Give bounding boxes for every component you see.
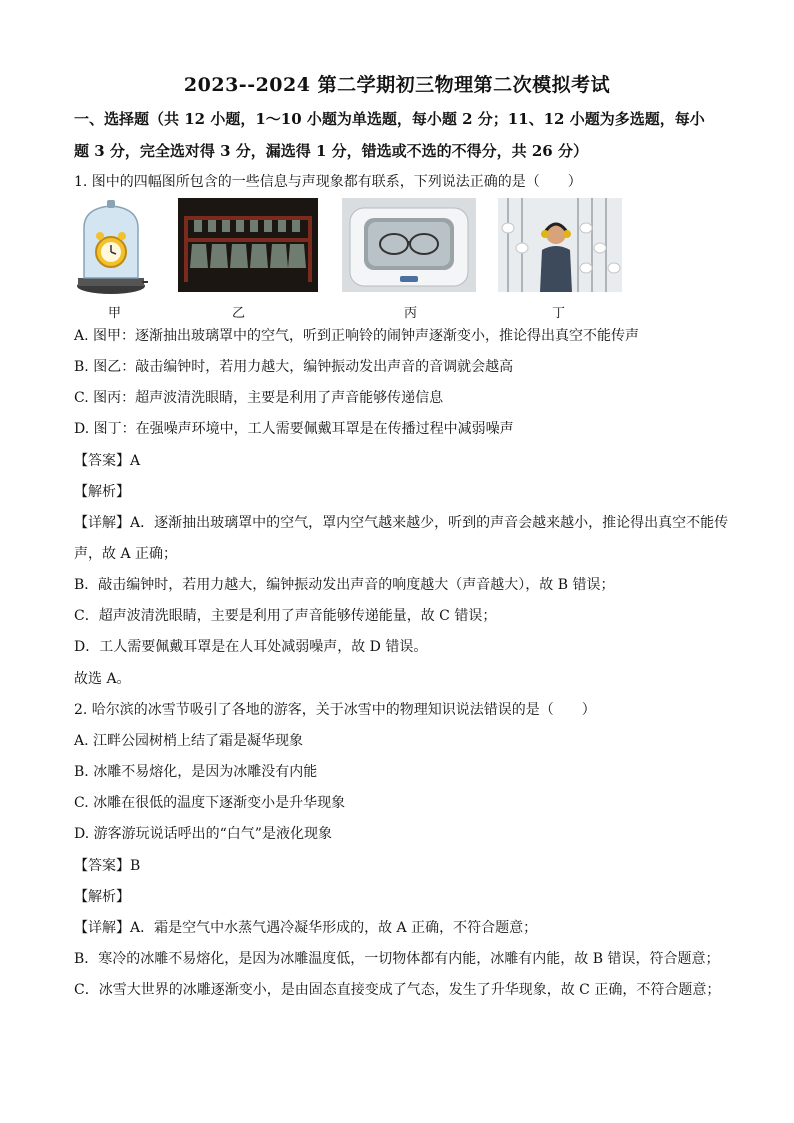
question-1-stem: 1. 图中的四幅图所包含的一些信息与声现象都有联系，下列说法正确的是（ ） [74, 174, 582, 190]
question-1-detail-line: 故选 A。 [74, 671, 131, 687]
question-1-option-c: C. 图丙：超声波清洗眼睛，主要是利用了声音能够传递信息 [74, 390, 444, 406]
question-2-answer: 【答案】B [74, 858, 141, 874]
question-1-option-d: D. 图丁：在强噪声环境中，工人需要佩戴耳罩是在传播过程中减弱噪声 [74, 421, 514, 437]
question-1-detail-line: D．工人需要佩戴耳罩是在人耳处减弱噪声，故 D 错误。 [74, 639, 428, 655]
question-2-option-c: C. 冰雕在很低的温度下逐渐变小是升华现象 [74, 795, 346, 811]
question-2-option-d: D. 游客游玩说话呼出的“白气”是液化现象 [74, 826, 332, 842]
figure-caption-jia: 甲 [108, 306, 122, 321]
figure-caption-bing: 丙 [404, 306, 418, 321]
factory-worker-figure [498, 198, 622, 292]
question-2-detail-line: C．冰雪大世界的冰雕逐渐变小，是由固态直接变成了气态，发生了升华现象，故 C 正确，不符合题意； [74, 982, 721, 998]
chime-bells-figure [178, 198, 318, 292]
question-1-detail-line: C．超声波清洗眼睛，主要是利用了声音能够传递能量，故 C 错误； [74, 608, 497, 624]
question-1-detail-line: B．敲击编钟时，若用力越大，编钟振动发出声音的响度越大（声音越大），故 B 错误； [74, 577, 615, 593]
question-2-analysis-label: 【解析】 [74, 889, 130, 905]
section-heading [74, 103, 724, 167]
question-1-answer: 【答案】A [74, 453, 141, 469]
figure-caption-ding: 丁 [552, 306, 566, 321]
section-heading-line-1: 一、选择题（共 12 小题，1～10 小题为单选题，每小题 2 分；11、12 小题为多选题，每小 [74, 110, 705, 128]
ultrasonic-cleaner-figure [342, 198, 476, 292]
section-heading-line-2: 题 3 分，完全选对得 3 分，漏选得 1 分，错选或不选的不得分，共 26 分） [74, 142, 588, 160]
page-title: 2023--2024 第二学期初三物理第二次模拟考试 [183, 74, 611, 96]
question-1-figures [74, 198, 634, 322]
question-1-analysis-label: 【解析】 [74, 484, 130, 500]
question-1-option-a: A. 图甲：逐渐抽出玻璃罩中的空气，听到正响铃的闹钟声逐渐变小，推论得出真空不能传声 [74, 328, 640, 344]
question-1-detail-line: 【详解】A．逐渐抽出玻璃罩中的空气，罩内空气越来越少，听到的声音会越来越小，推论得出真空不能传 [74, 515, 729, 531]
question-2-detail-line: B．寒冷的冰雕不易熔化，是因为冰雕温度低，一切物体都有内能，冰雕有内能，故 B 错误，符合题意； [74, 951, 720, 967]
question-2-stem: 2. 哈尔滨的冰雪节吸引了各地的游客，关于冰雪中的物理知识说法错误的是（ ） [74, 702, 596, 718]
figure-caption-yi: 乙 [232, 306, 246, 321]
question-2-option-a: A. 江畔公园树梢上结了霜是凝华现象 [74, 733, 304, 749]
question-1-detail-line: 声，故 A 正确； [74, 546, 178, 562]
question-2-detail-line: 【详解】A．霜是空气中水蒸气遇冷凝华形成的，故 A 正确，不符合题意； [74, 920, 538, 936]
question-1-option-b: B. 图乙：敲击编钟时，若用力越大，编钟振动发出声音的音调就会越高 [74, 359, 514, 375]
question-2-option-b: B. 冰雕不易熔化，是因为冰雕没有内能 [74, 764, 318, 780]
bell-jar-figure [74, 198, 148, 298]
